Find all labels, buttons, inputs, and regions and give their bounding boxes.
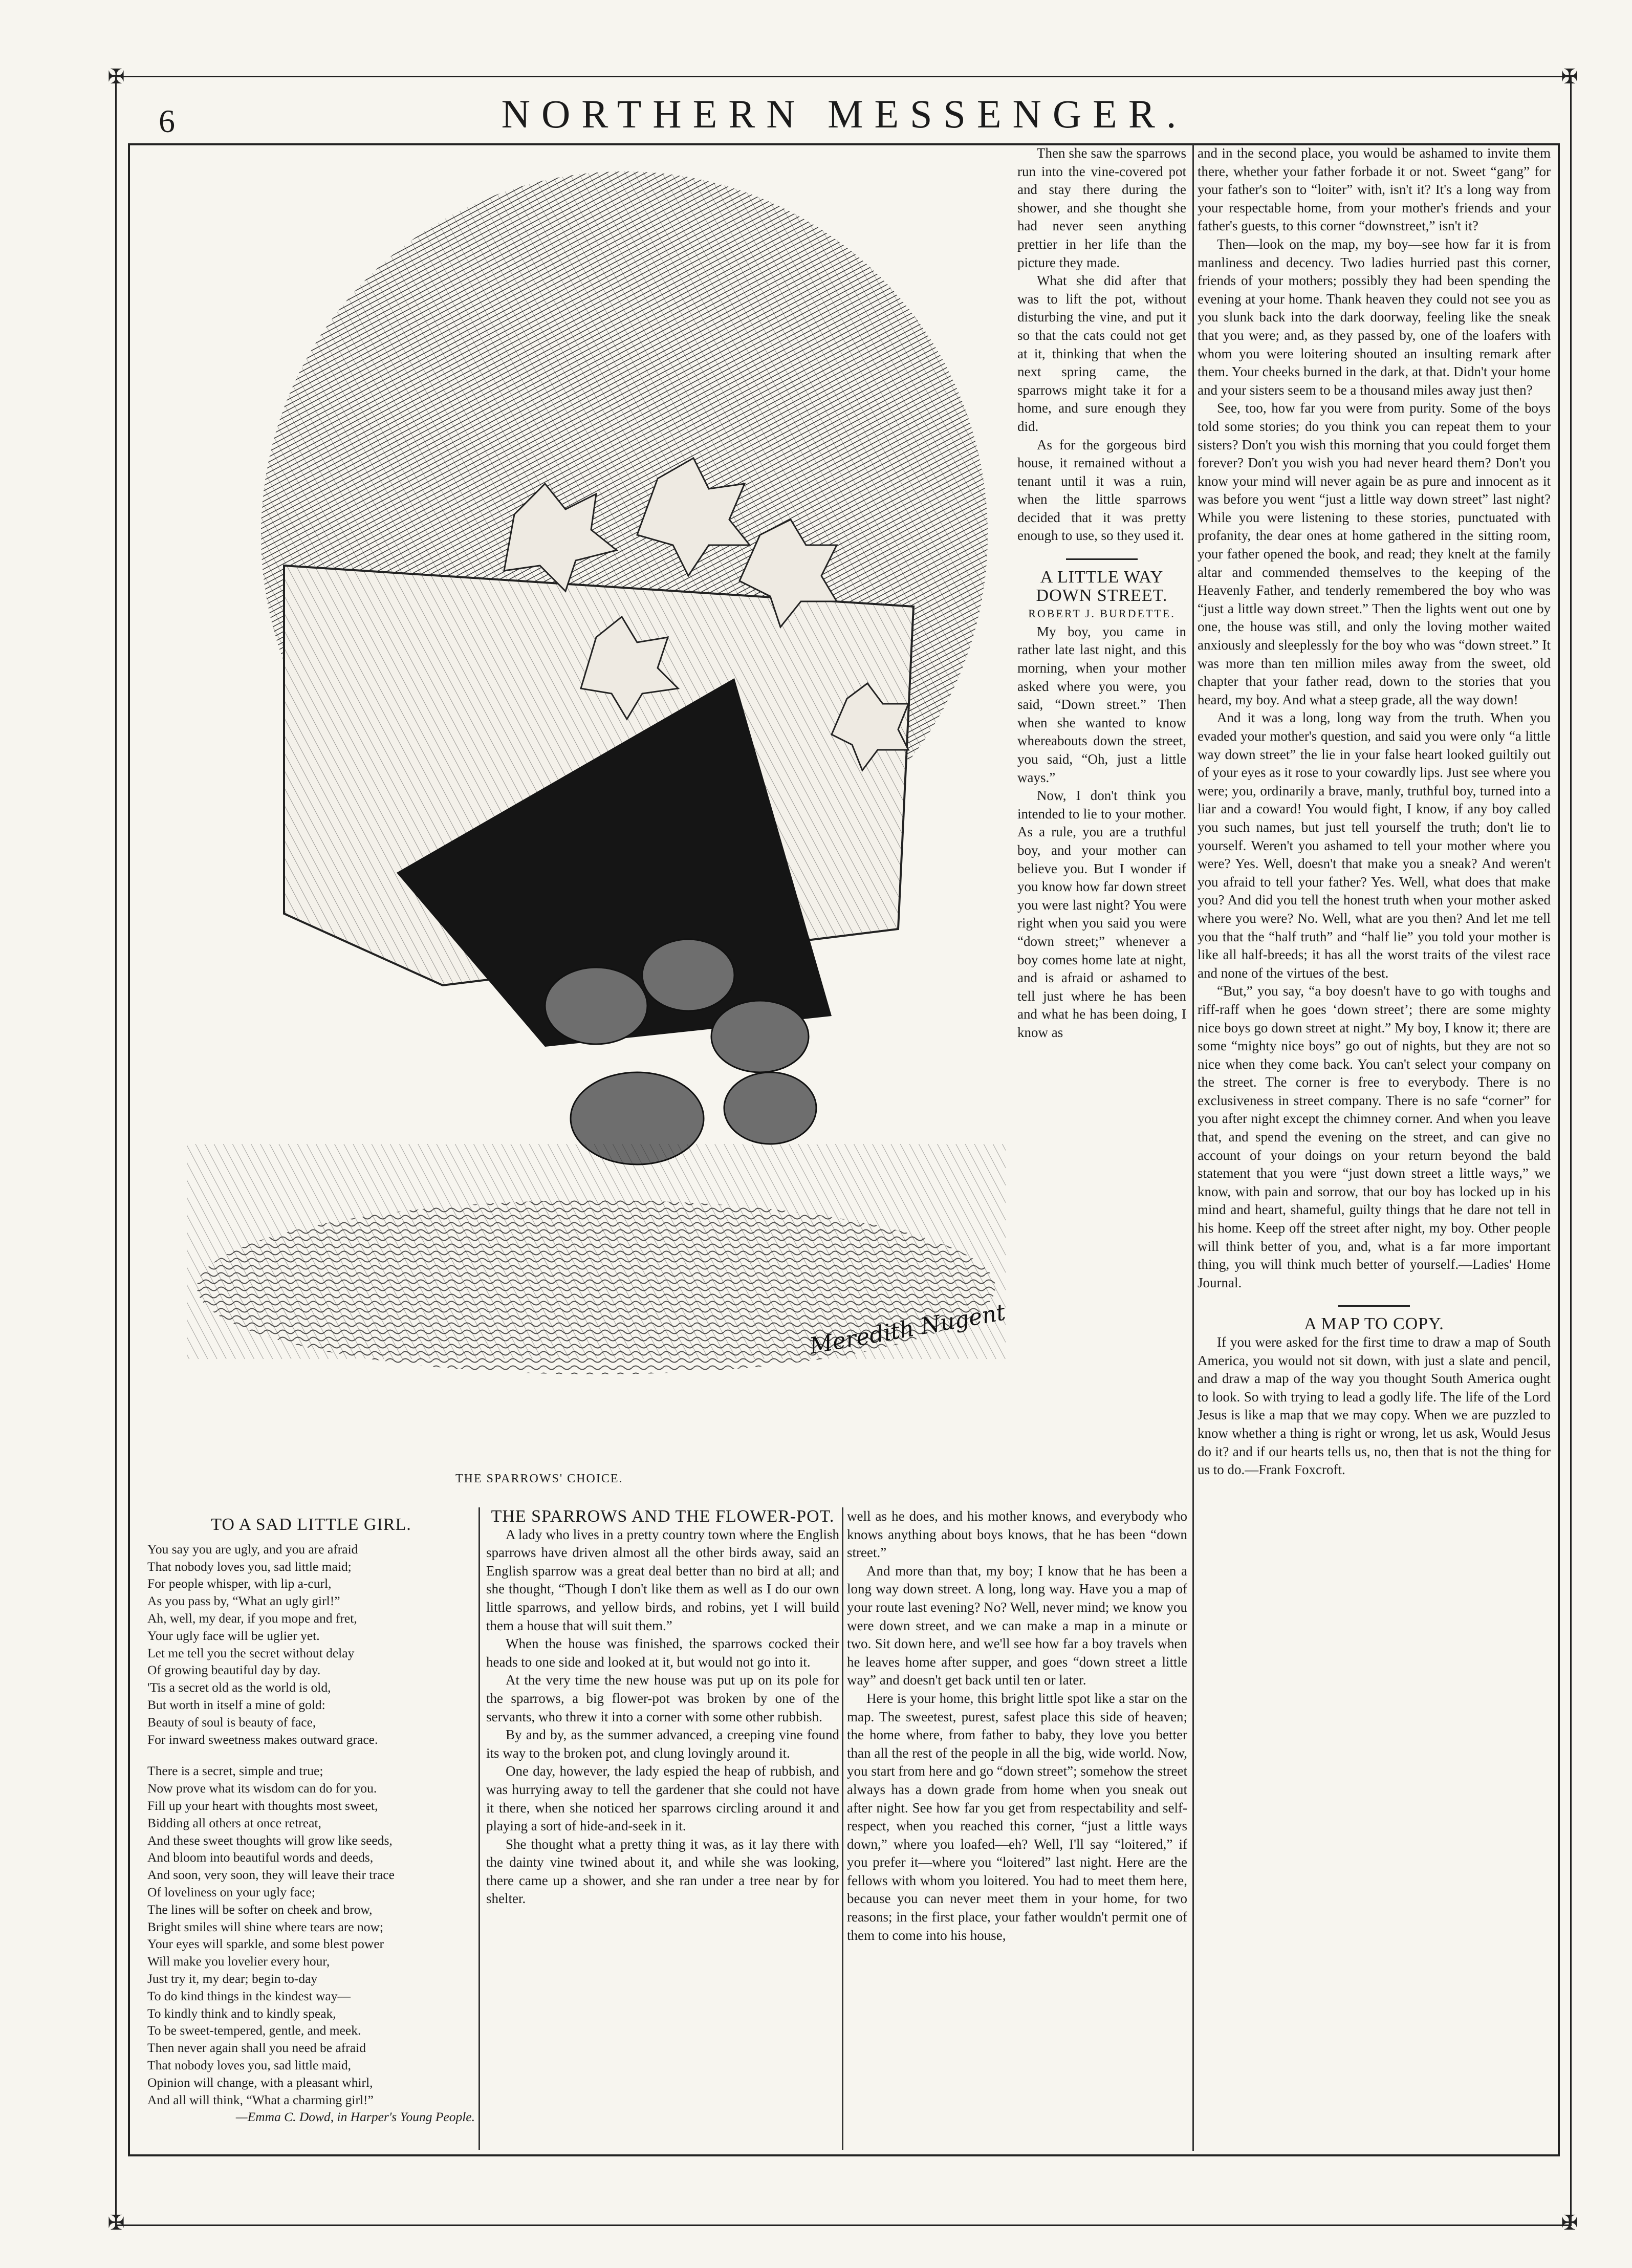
illustration-caption: THE SPARROWS' CHOICE. bbox=[455, 1472, 623, 1485]
paragraph: If you were asked for the first time to draw a map of South America, you would not sit down, with just a slate and pencil, and draw a map of the way you thought South America ought to look. So with trying to lead a godly life. The life of the Lord Jesus is like a map that we may copy. When we are puzzled to know whether a thing is right or wrong, let us ask, Would Jesus do it? and if our hearts tells us, no, then that is not the thing for us to do.—Frank Foxcroft. bbox=[1198, 1334, 1551, 1478]
poem-line: Bright smiles will shine where tears are now; bbox=[147, 1919, 384, 1934]
poem-line: To kindly think and to kindly speak, bbox=[147, 2005, 336, 2021]
artist-signature: Meredith Nugent bbox=[808, 1299, 1008, 1359]
masthead-title: NORTHERN MESSENGER. bbox=[501, 92, 1188, 136]
poem-stanza bbox=[147, 1541, 475, 1748]
poem-line: For inward sweetness makes outward grace. bbox=[147, 1732, 378, 1747]
poem-line: For people whisper, with lip a-curl, bbox=[147, 1576, 332, 1591]
corner-ornament: ✠ bbox=[107, 2211, 125, 2234]
article-column-middle bbox=[847, 1507, 1187, 1945]
poem-line: And bloom into beautiful words and deeds, bbox=[147, 1850, 374, 1865]
column-rule bbox=[478, 1507, 480, 2150]
story-continuation-column bbox=[1017, 144, 1186, 1042]
corner-ornament: ✠ bbox=[1561, 65, 1578, 88]
poem-line: Fill up your heart with thoughts most sweet, bbox=[147, 1798, 378, 1813]
poem-line: 'Tis a secret old as the world is old, bbox=[147, 1680, 331, 1695]
article-byline: ROBERT J. BURDETTE. bbox=[1028, 607, 1176, 620]
article-heading: A LITTLE WAY DOWN STREET. bbox=[1036, 568, 1168, 605]
poem-line: Your ugly face will be uglier yet. bbox=[147, 1628, 320, 1643]
poem-line: Your eyes will sparkle, and some blest power bbox=[147, 1936, 384, 1952]
paragraph: By and by, as the summer advanced, a creeping vine found its way to the broken pot, and clung lovingly around it. bbox=[486, 1727, 839, 1761]
paragraph: Here is your home, this bright little spot like a star on the map. The sweetest, purest, safest place this side of heaven; the home where, from father to baby, they love you better than all the rest of the people in all the big, wide world. Now, you start from here and go “down street”; somehow the street always has a down grade from home when you sneak out after night. See how far you get from respectability and self-respect, when you reached this corner, “just a little ways down,” where you loafed—eh? Well, I'll say “loitered,” if you prefer it—where you “loitered” last night. Here are the fellows with whom you loitered. You had to meet them here, because you can never meet them in your home, for two reasons; in the first place, your father wouldn't permit one of them to come into his house, bbox=[847, 1690, 1187, 1943]
sparrows-story-column bbox=[486, 1507, 839, 1908]
paragraph: See, too, how far you were from purity. Some of the boys told some stories; do you think you can repeat them to your sisters? Don't you wish this morning that you could forget them forever? Don't you wish you had never heard them? Don't you know your mind will never again be as pure and innocent as it was before you went “just a little way down street” last night? While you were listening to these stories, punctuated with profanity, the dear ones at home gathered in the sitting room, your father opened the book, and read; they knelt at the family altar and commended themselves to the keeping of the Heavenly Father, and tenderly remembered the boy who was “just a little way down street.” Then the lights went out one by one, the house was still, and only the loving mother waited anxiously and sleeplessly for the boy who was “down street.” It was more than ten million miles away from the sweet, old chapter that your father read, down to the stories that you heard, my boy. And what a steep grade, all the way down! bbox=[1198, 400, 1551, 707]
poem-line: Then never again shall you need be afraid bbox=[147, 2040, 366, 2056]
paragraph: At the very time the new house was put up on its pole for the sparrows, a big flower-pot was broken by one of the servants, who threw it into a corner with some other rubbish. bbox=[486, 1672, 839, 1724]
poem-line: Of loveliness on your ugly face; bbox=[147, 1884, 315, 1899]
column-rule bbox=[1192, 144, 1194, 2151]
poem-line: And these sweet thoughts will grow like seeds, bbox=[147, 1832, 393, 1848]
poem-line: Beauty of soul is beauty of face, bbox=[147, 1714, 316, 1730]
poem-line: Now prove what its wisdom can do for you. bbox=[147, 1781, 377, 1796]
poem-line: Will make you lovelier every hour, bbox=[147, 1954, 330, 1969]
poem-line: Bidding all others at once retreat, bbox=[147, 1815, 321, 1830]
article-column-right bbox=[1198, 144, 1551, 1479]
poem-line: Let me tell you the secret without delay bbox=[147, 1645, 355, 1660]
poem-line: Of growing beautiful day by day. bbox=[147, 1662, 321, 1678]
paragraph: When the house was finished, the sparrows cocked their heads to one side and looked at it, but would not go into it. bbox=[486, 1636, 839, 1670]
poem-line: That nobody loves you, sad little maid; bbox=[147, 1559, 352, 1574]
poem-heading: TO A SAD LITTLE GIRL. bbox=[211, 1515, 411, 1534]
poem-line: You say you are ugly, and you are afraid bbox=[147, 1541, 358, 1557]
paragraph: One day, however, the lady espied the heap of rubbish, and was hurrying away to tell the gardener that she could not have it there, when she noticed her sparrows circling around it and playing a sort of hide-and-seek in it. bbox=[486, 1763, 839, 1834]
paragraph: As for the gorgeous bird house, it remained without a tenant until it was a ruin, when the little sparrows decided that it was pretty enough to use, so they used it. bbox=[1017, 437, 1186, 544]
paragraph: What she did after that was to lift the pot, without disturbing the vine, and put it so that the cats could not get at it, thinking that when the next spring came, the sparrows might take it for a home, and sure enough they did. bbox=[1017, 273, 1186, 434]
poem-line: There is a secret, simple and true; bbox=[147, 1763, 323, 1779]
poem-line: That nobody loves you, sad little maid, bbox=[147, 2057, 352, 2072]
poem-line: To do kind things in the kindest way— bbox=[147, 1988, 351, 2003]
poem-line: Opinion will change, with a pleasant whirl, bbox=[147, 2075, 373, 2090]
corner-ornament: ✠ bbox=[107, 65, 125, 88]
poem-line: To be sweet-tempered, gentle, and meek. bbox=[147, 2023, 361, 2038]
corner-ornament: ✠ bbox=[1561, 2211, 1578, 2234]
poem-line: Ah, well, my dear, if you mope and fret, bbox=[147, 1610, 357, 1626]
paragraph: Then—look on the map, my boy—see how far it is from manliness and decency. Two ladies hurried past this corner, friends of your mothers; possibly they had been spending the evening at your home. Thank heaven they could not see you as you slunk back into the dark doorway, feeling like the sneak that you were; and, as they passed by, one of the loafers with whom you were loitering shouted an insulting remark after them. Your cheeks burned in the dark, at that. Didn't your home and your sisters seem to be a thousand miles away just then? bbox=[1198, 236, 1551, 398]
paragraph: My boy, you came in rather late last night, and this morning, when your mother asked where you were, you said, “Down street.” Then when she wanted to know whereabouts down the street, you said, “Oh, just a little ways.” bbox=[1017, 623, 1186, 785]
paragraph: Then she saw the sparrows run into the vine-covered pot and stay there during the shower, and she thought she had never seen anything prettier in her life than the picture they made. bbox=[1017, 145, 1186, 270]
article-heading: A MAP TO COPY. bbox=[1304, 1314, 1444, 1334]
paragraph: A lady who lives in a pretty country town where the English sparrows have driven almost all the other birds away, said an English sparrow was a great deal better than no bird at all; and she thought, “Though I don't like them as well as I do our own little sparrows, and yellow birds, and robins, yet I will build them a house that will suit them.” bbox=[486, 1526, 839, 1633]
paragraph: well as he does, and his mother knows, and everybody who knows anything about boys knows, that he has been “down street.” bbox=[847, 1508, 1187, 1561]
paragraph: She thought what a pretty thing it was, as it lay there with the dainty vine twined about it, and while she was looking, there came up a shower, and she ran under a tree near by for shelter. bbox=[486, 1836, 839, 1907]
section-divider bbox=[1338, 1305, 1410, 1307]
section-divider bbox=[1066, 558, 1138, 560]
paragraph: And more than that, my boy; I know that he has been a long way down street. A long, long way. Have you a map of your route last evening? No? Well, never mind; we know you were down street, and we can make a map in a minute or two. Sit down here, and we'll see how far a boy travels when he leaves home after supper, and goes “down street a little way” and doesn't get back until ten or later. bbox=[847, 1563, 1187, 1688]
poem-column bbox=[147, 1516, 475, 2126]
article-heading: THE SPARROWS AND THE FLOWER-POT. bbox=[491, 1507, 835, 1526]
poem-line: The lines will be softer on cheek and brow, bbox=[147, 1902, 373, 1917]
paragraph: Now, I don't think you intended to lie to your mother. As a rule, you are a truthful boy, and your mother can believe you. But I wonder if you know how far down street you were last night? You were right when you said you were “down street;” whenever a boy comes home late at night, and is afraid or ashamed to tell just where he has been and what he has been doing, I know as bbox=[1017, 788, 1186, 1040]
paragraph: and in the second place, you would be ashamed to invite them there, whether your father forbade it or not. Sweet “gang” for your father's son to “loiter” with, isn't it? It's a long way from your respectable home, from your mother's friends and your father's guests, to this corner “downstreet,” isn't it? bbox=[1198, 145, 1551, 234]
sparrows-illustration bbox=[156, 146, 1021, 1390]
poem-line: And soon, very soon, they will leave their trace bbox=[147, 1867, 395, 1883]
poem-stanza bbox=[147, 1762, 475, 2108]
column-rule bbox=[842, 1507, 843, 2150]
paragraph: “But,” you say, “a boy doesn't have to go with toughs and riff-raff when he goes ‘down street’; there are some mighty nice boys go down street at night.” My boy, I know it; there are some “mighty nice boys” go out of nights, but they are not so nice when they come back. You can't select your company on the street. The corner is free to everybody. There is no exclusiveness in street company. There is no safe “corner” for you after night except the chimney corner. And when you leave that, and spend the evening on the street, and can give no account of your doings on your return beyond the bald statement that you were “just down street a little ways,” we know, with pain and sorrow, that our boy has locked up in his mind and heart, shameful, guilty things that he dare not tell in his home. Keep off the street after night, my boy. Other people will think better of you, and, what is a far more important thing, you will think much better of yourself.—Ladies' Home Journal. bbox=[1198, 983, 1551, 1290]
paragraph: And it was a long, long way from the truth. When you evaded your mother's question, and said you were only “a little way down street” the lie in your false heart looked guiltily out of your eyes as it rose to your cowardly lips. Just see where you were; you, ordinarily a brave, manly, truthful boy, turned into a liar and a coward! You would fight, I know, if any boy called you such names, but just tell yourself the truth; don't lie to yourself. Weren't you ashamed to tell your mother where you were? Yes. Well, doesn't that make you a sneak? And weren't you afraid to tell your father? Yes. Well, what does that make you? And did you tell the honest truth when your mother asked where you were? No. Well, what are you then? And let me tell you that the “half truth” and “half lie” you told your mother is like all half-breeds; it has all the worst traits of the vilest race and none of the virtues of the best. bbox=[1198, 710, 1551, 981]
poem-line: As you pass by, “What an ugly girl!” bbox=[147, 1593, 340, 1609]
poem-line: And all will think, “What a charming girl!” bbox=[147, 2092, 374, 2107]
poem-line: But worth in itself a mine of gold: bbox=[147, 1697, 325, 1712]
page-number: 6 bbox=[159, 103, 175, 139]
poem-line: Just try it, my dear; begin to-day bbox=[147, 1971, 318, 1986]
poem-citation: —Emma C. Dowd, in Harper's Young People. bbox=[235, 2109, 475, 2125]
